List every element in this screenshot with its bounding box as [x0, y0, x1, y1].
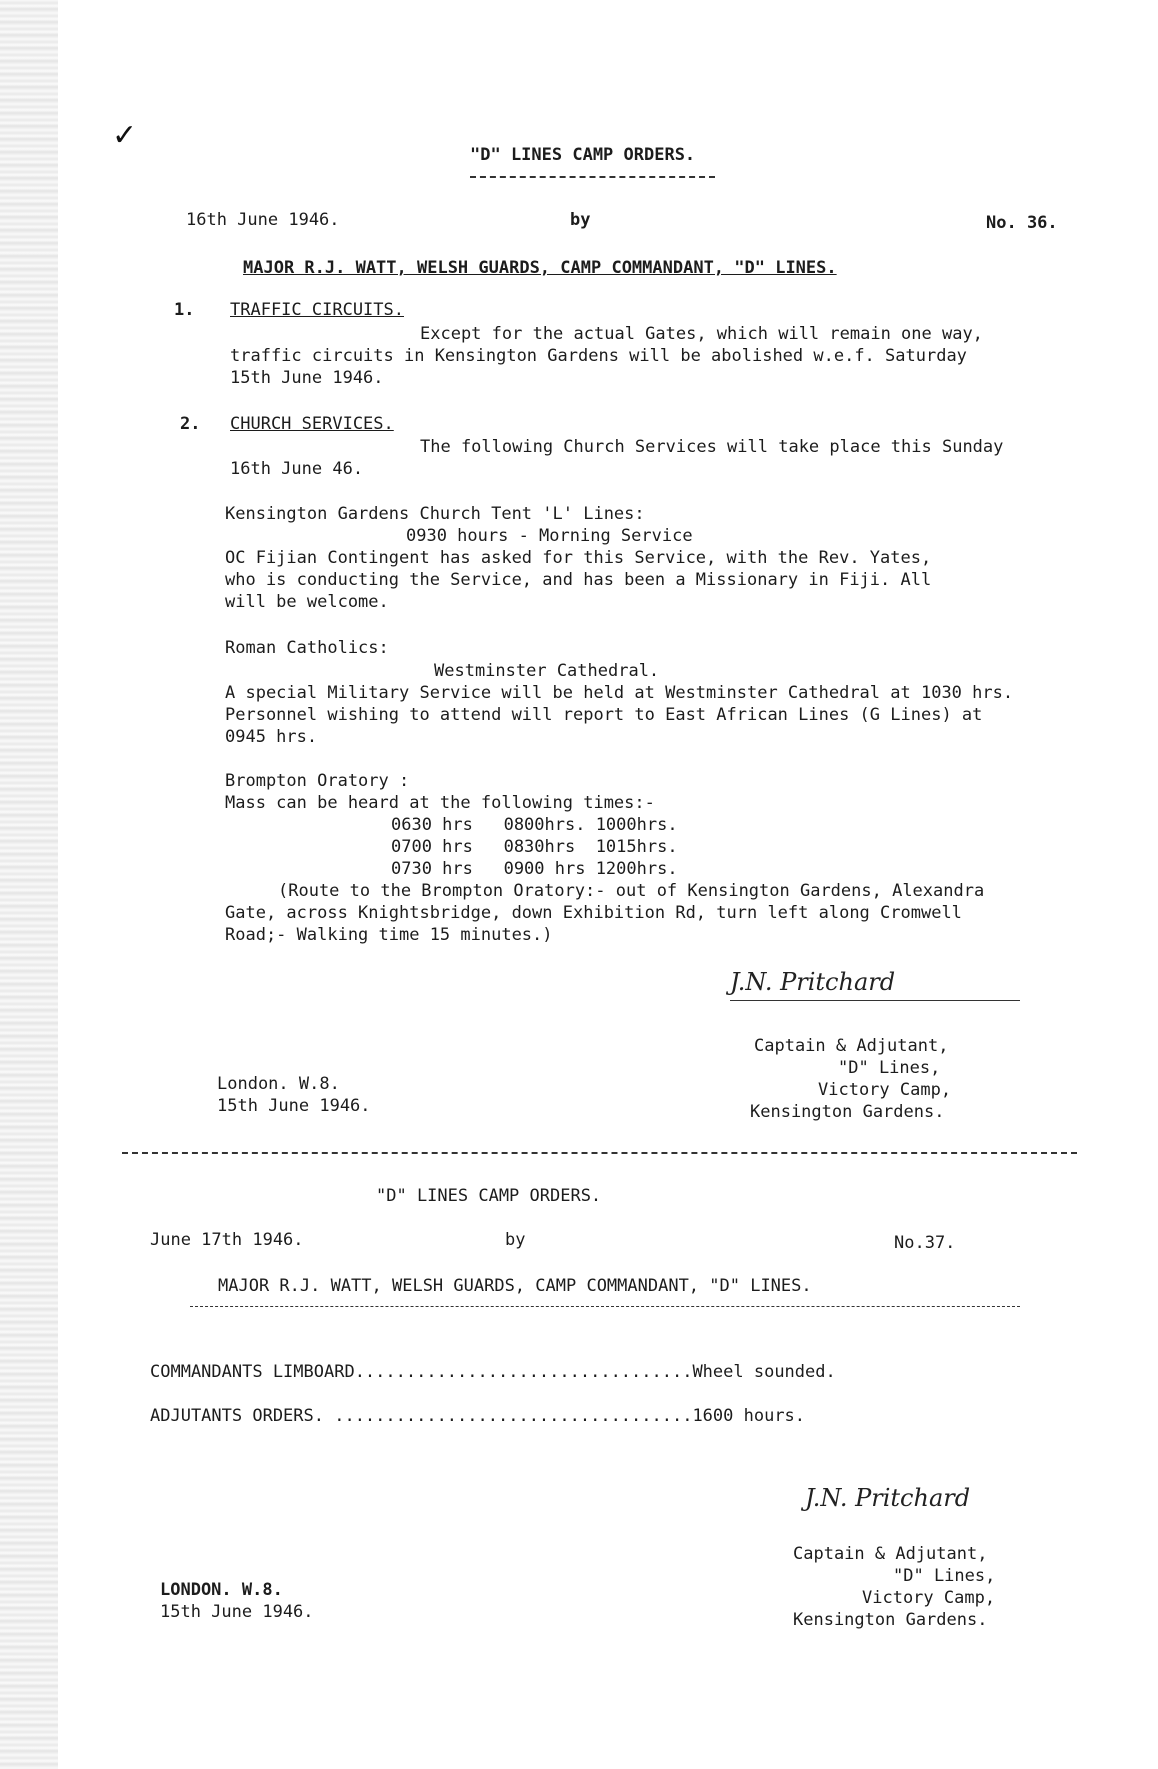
kensington-line: will be welcome.	[225, 592, 389, 612]
order2-sign-block-line: Kensington Gardens.	[793, 1610, 988, 1630]
order1-date: 16th June 1946.	[186, 210, 340, 230]
order1-item1-num: 1.	[174, 300, 195, 320]
kensington-line: 0930 hours - Morning Service	[406, 526, 693, 546]
order2-commandant-rule	[190, 1306, 1020, 1307]
order1-item2-heading: CHURCH SERVICES.	[230, 414, 394, 434]
margin-tick-mark: ✓	[112, 118, 138, 153]
order1-by: by	[570, 210, 591, 230]
order1-item1-line: Except for the actual Gates, which will remain one way,	[420, 324, 983, 344]
brompton-times: 0630 hrs 0800hrs. 1000hrs.	[391, 815, 678, 835]
order2-place-date: 15th June 1946.	[160, 1602, 314, 1622]
order2-line: COMMANDANTS LIMBOARD.................................Wheel sounded.	[150, 1362, 836, 1382]
order2-signature: J.N. Pritchard	[805, 1484, 971, 1512]
order2-sign-block-line: "D" Lines,	[893, 1566, 996, 1586]
order2-number: No.37.	[894, 1233, 956, 1253]
order1-signature-line	[730, 1000, 1020, 1001]
rc-line: Westminster Cathedral.	[434, 661, 660, 681]
order1-item2-num: 2.	[180, 414, 201, 434]
order2-sign-block-line: Victory Camp,	[862, 1588, 996, 1608]
brompton-line: Mass can be heard at the following times:-	[225, 793, 655, 813]
order1-signature: J.N. Pritchard	[730, 968, 896, 996]
brompton-line: Brompton Oratory :	[225, 771, 410, 791]
order1-place-date: 15th June 1946.	[217, 1096, 371, 1116]
kensington-line: who is conducting the Service, and has been a Missionary in Fiji. All	[225, 570, 932, 590]
order1-item2-line: The following Church Services will take place this Sunday	[420, 437, 1004, 457]
section-divider	[122, 1152, 1077, 1154]
brompton-times: 0700 hrs 0830hrs 1015hrs.	[391, 837, 678, 857]
order1-item1-heading: TRAFFIC CIRCUITS.	[230, 300, 404, 320]
order1-sign-block-line: Kensington Gardens.	[750, 1102, 945, 1122]
brompton-line: (Route to the Brompton Oratory:- out of Kensington Gardens, Alexandra	[278, 881, 985, 901]
order1-number: No. 36.	[986, 213, 1058, 233]
order1-item1-line: 15th June 1946.	[230, 368, 384, 388]
scan-edge-noise	[0, 0, 58, 1769]
kensington-line: OC Fijian Contingent has asked for this Service, with the Rev. Yates,	[225, 548, 932, 568]
order2-commandant: MAJOR R.J. WATT, WELSH GUARDS, CAMP COMMANDANT, "D" LINES.	[218, 1276, 812, 1296]
order1-sign-block-line: "D" Lines,	[838, 1058, 941, 1078]
order2-date: June 17th 1946.	[150, 1230, 304, 1250]
order1-sign-block-line: Captain & Adjutant,	[754, 1036, 949, 1056]
order1-sign-block-line: Victory Camp,	[818, 1080, 952, 1100]
order2-title: "D" LINES CAMP ORDERS.	[376, 1186, 602, 1206]
rc-line: A special Military Service will be held at Westminster Cathedral at 1030 hrs.	[225, 683, 1014, 703]
order2-sign-block-line: Captain & Adjutant,	[793, 1544, 988, 1564]
order2-by: by	[505, 1230, 526, 1250]
brompton-times: 0730 hrs 0900 hrs 1200hrs.	[391, 859, 678, 879]
kensington-line: Kensington Gardens Church Tent 'L' Lines:	[225, 504, 645, 524]
rc-line: Personnel wishing to attend will report to East African Lines (G Lines) at	[225, 705, 983, 725]
order2-line: ADJUTANTS ORDERS. ...................................1600 hours.	[150, 1406, 806, 1426]
order1-item2-line: 16th June 46.	[230, 459, 364, 479]
brompton-line: Road;- Walking time 15 minutes.)	[225, 925, 553, 945]
order2-place: LONDON. W.8.	[160, 1580, 283, 1600]
brompton-line: Gate, across Knightsbridge, down Exhibition Rd, turn left along Cromwell	[225, 903, 962, 923]
rc-line: Roman Catholics:	[225, 638, 389, 658]
order1-place: London. W.8.	[217, 1074, 340, 1094]
order1-title: "D" LINES CAMP ORDERS.	[470, 145, 696, 165]
order1-title-rule	[470, 176, 715, 178]
order1-commandant: MAJOR R.J. WATT, WELSH GUARDS, CAMP COMMANDANT, "D" LINES.	[243, 258, 837, 278]
rc-line: 0945 hrs.	[225, 727, 318, 747]
order1-item1-line: traffic circuits in Kensington Gardens will be abolished w.e.f. Saturday	[230, 346, 967, 366]
